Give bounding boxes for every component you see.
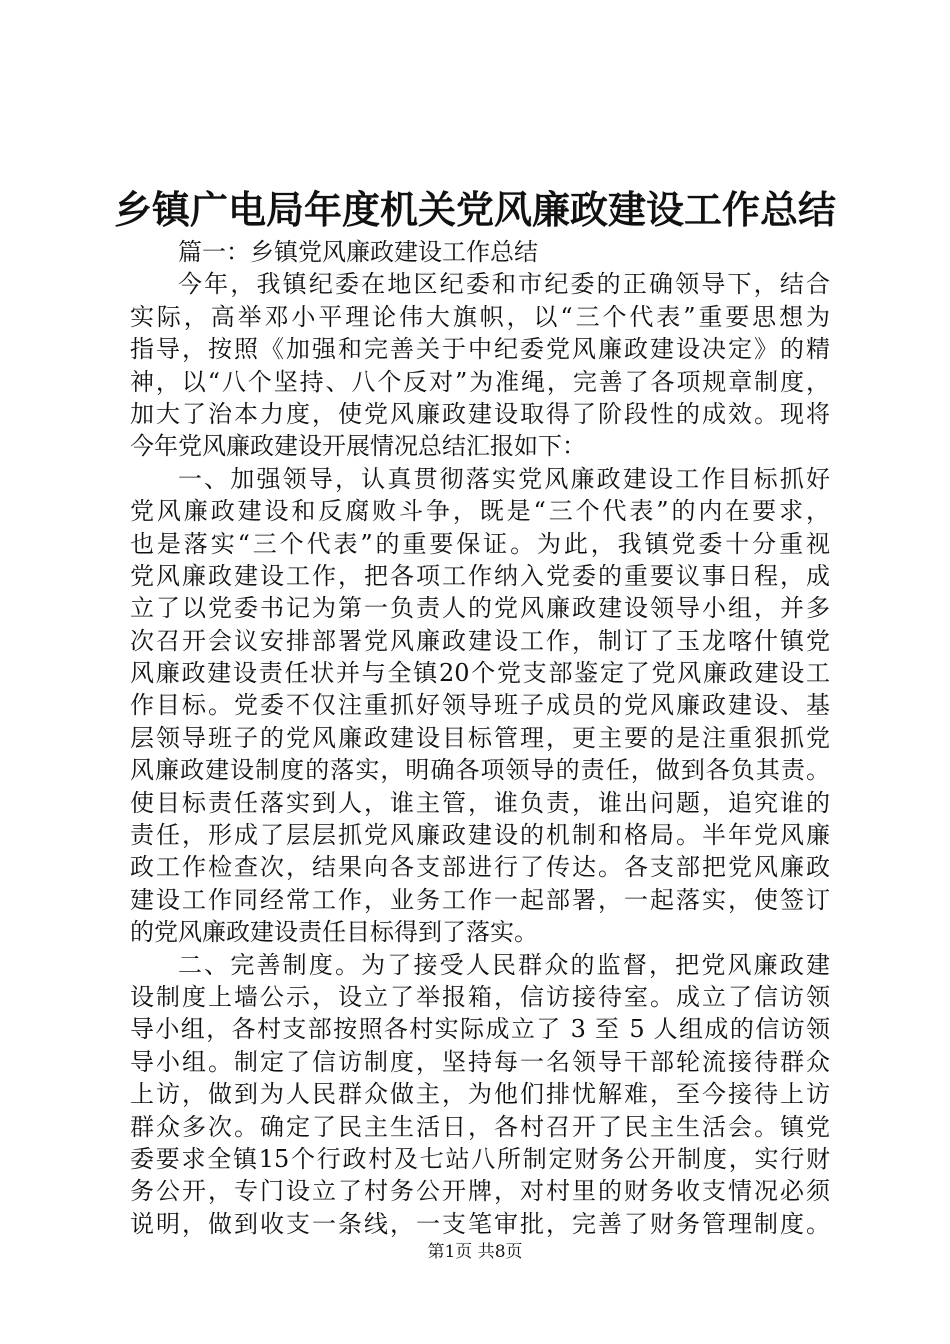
document-title: 乡镇广电局年度机关党风廉政建设工作总结 (113, 187, 836, 232)
body-line: 政工作检查次，结果向各支部进行了传达。各支部把党风廉政 (130, 853, 830, 882)
body-line: 设制度上墙公示，设立了举报箱，信访接待室。成立了信访领 (130, 982, 830, 1011)
body-line: 次召开会议安排部署党风廉政建设工作，制订了玉龙喀什镇党 (130, 626, 830, 655)
body-line: 说明，做到收支一条线，一支笔审批，完善了财务管理制度。 (130, 1209, 830, 1238)
body-line: 导小组，各村支部按照各村实际成立了 3 至 5 人组成的信访领 (130, 1015, 830, 1044)
body-line: 篇一：乡镇党风廉政建设工作总结 (178, 238, 538, 266)
body-line: 上访，做到为人民群众做主，为他们排忧解难，至今接待上访 (130, 1080, 830, 1109)
body-line: 风廉政建设责任状并与全镇20个党支部鉴定了党风廉政建设工 (130, 659, 830, 688)
body-line: 风廉政建设制度的落实，明确各项领导的责任，做到各负其责。 (130, 756, 830, 785)
body-line: 立了以党委书记为第一负责人的党风廉政建设领导小组，并多 (130, 594, 830, 623)
body-line: 委要求全镇15个行政村及七站八所制定财务公开制度，实行财 (130, 1144, 830, 1173)
body-line: 今年，我镇纪委在地区纪委和市纪委的正确领导下，结合 (178, 270, 830, 299)
body-line: 加大了治本力度，使党风廉政建设取得了阶段性的成效。现将 (130, 399, 830, 428)
body-line: 一、加强领导，认真贯彻落实党风廉政建设工作目标抓好 (178, 464, 830, 493)
body-line: 群众多次。确定了民主生活日，各村召开了民主生活会。镇党 (130, 1112, 830, 1141)
body-line: 也是落实“三个代表”的重要保证。为此，我镇党委十分重视 (130, 529, 830, 558)
body-line: 导小组。制定了信访制度，坚持每一名领导干部轮流接待群众 (130, 1047, 830, 1076)
body-line: 使目标责任落实到人，谁主管，谁负责，谁出问题，追究谁的 (130, 788, 830, 817)
body-line: 今年党风廉政建设开展情况总结汇报如下： (130, 432, 586, 461)
body-line: 的党风廉政建设责任目标得到了落实。 (130, 918, 538, 947)
body-line: 务公开，专门设立了村务公开牌，对村里的财务收支情况必须 (130, 1177, 830, 1206)
body-line: 责任，形成了层层抓党风廉政建设的机制和格局。半年党风廉 (130, 821, 830, 850)
body-line: 党风廉政建设和反腐败斗争，既是“三个代表”的内在要求， (130, 497, 830, 526)
body-line: 二、完善制度。为了接受人民群众的监督，把党风廉政建 (178, 950, 830, 979)
body-line: 神，以“八个坚持、八个反对”为准绳，完善了各项规章制度， (130, 367, 830, 396)
body-line: 建设工作同经常工作，业务工作一起部署，一起落实，使签订 (130, 885, 830, 914)
body-line: 指导，按照《加强和完善关于中纪委党风廉政建设决定》的精 (130, 335, 830, 364)
body-line: 作目标。党委不仅注重抓好领导班子成员的党风廉政建设、基 (130, 691, 830, 720)
body-line: 层领导班子的党风廉政建设目标管理，更主要的是注重狠抓党 (130, 723, 830, 752)
page-footer: 第1页 共8页 (427, 1242, 523, 1262)
document-body (130, 236, 830, 1240)
body-line: 实际，高举邓小平理论伟大旗帜，以“三个代表”重要思想为 (130, 302, 830, 331)
body-line: 党风廉政建设工作，把各项工作纳入党委的重要议事日程，成 (130, 561, 830, 590)
